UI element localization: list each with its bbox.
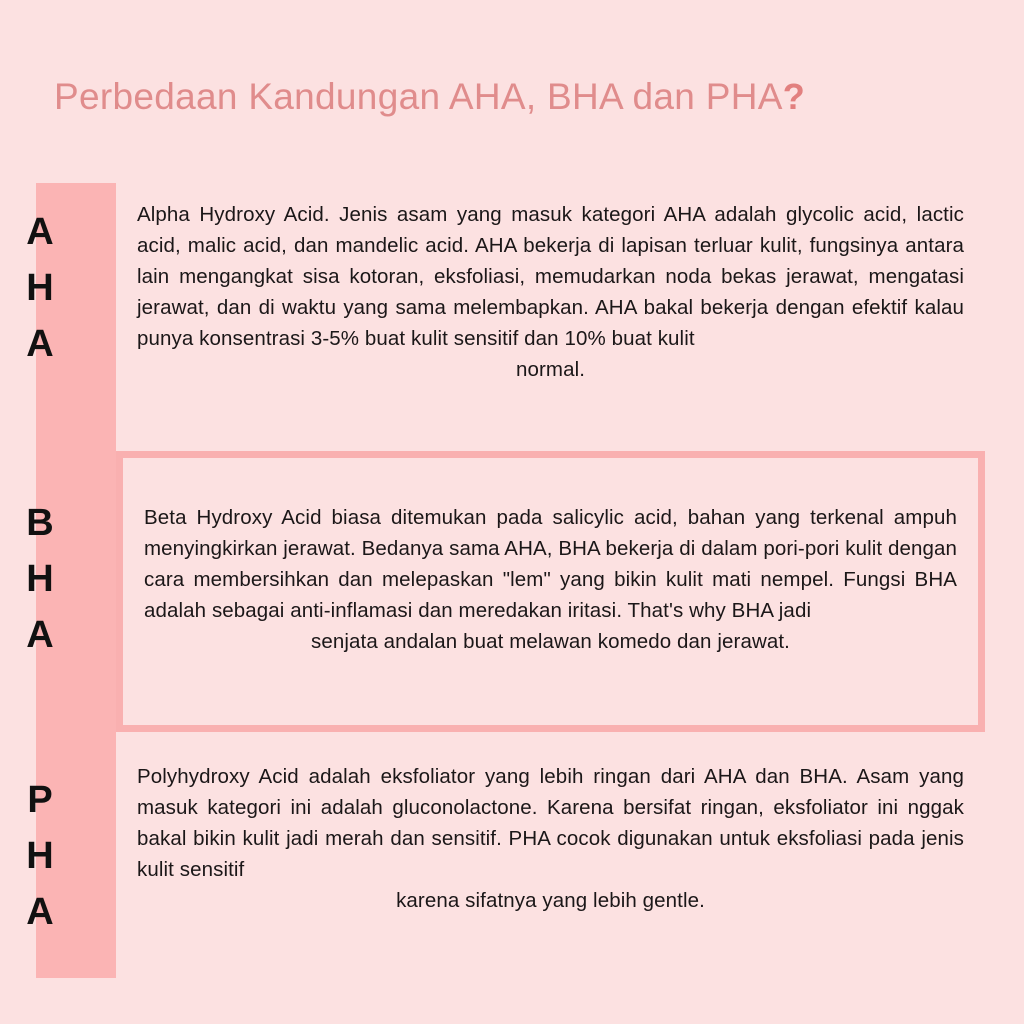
section-bha [116, 451, 985, 732]
sidebar-label-pha-letter-2: A [26, 891, 54, 933]
section-bha-body-text: Beta Hydroxy Acid biasa ditemukan pada salicylic acid, bahan yang terkenal ampuh menyingkirkan jerawat. Bedanya sama AHA, BHA bekerja di dalam pori-pori kulit dengan cara membersihkan dan melepaskan "lem" yang bikin kulit mati nempel. Fungsi BHA adalah sebagai anti-inflamasi dan meredakan iritasi. That's why BHA jadi [144, 506, 957, 622]
section-pha [137, 761, 964, 916]
sidebar-label-bha [0, 495, 80, 663]
page-title-question-mark: ? [782, 76, 806, 117]
sections-container [116, 183, 996, 978]
sidebar-label-aha-letter-0: A [26, 211, 54, 253]
section-aha-body-lastline: normal. [515, 358, 586, 381]
section-bha-body-lastline: senjata andalan buat melawan komedo dan jerawat. [311, 630, 790, 653]
section-bha-body [144, 502, 957, 657]
sidebar-label-pha [0, 772, 80, 940]
sidebar-label-aha-letter-2: A [26, 323, 54, 365]
section-aha-body [137, 199, 964, 385]
section-aha [137, 199, 964, 385]
sidebar-label-pha-letter-0: P [27, 779, 53, 821]
sidebar-label-pha-letter-1: H [26, 835, 54, 877]
sidebar-label-bha-letter-2: A [26, 614, 54, 656]
section-pha-body [137, 761, 964, 916]
section-aha-body-text: Alpha Hydroxy Acid. Jenis asam yang masuk kategori AHA adalah glycolic acid, lactic acid, malic acid, dan mandelic acid. AHA bekerja di lapisan terluar kulit, fungsinya antara lain mengangkat sisa kotoran, eksfoliasi, memudarkan noda bekas jerawat, mengatasi jerawat, dan di waktu yang sama melembapkan. AHA bakal bekerja dengan efektif kalau punya konsentrasi 3-5% buat kulit sensitif dan 10% buat kulit [137, 203, 964, 350]
sidebar-label-aha-letter-1: H [26, 267, 54, 309]
page-title-text: Perbedaan Kandungan AHA, BHA dan PHA [54, 76, 783, 117]
page-title [54, 68, 984, 126]
sidebar-label-aha [0, 204, 80, 372]
sidebar-label-bha-letter-0: B [26, 502, 54, 544]
sidebar-label-bha-letter-1: H [26, 558, 54, 600]
section-pha-body-lastline: karena sifatnya yang lebih gentle. [396, 889, 705, 912]
section-pha-body-text: Polyhydroxy Acid adalah eksfoliator yang lebih ringan dari AHA dan BHA. Asam yang masuk kategori ini adalah gluconolactone. Karena bersifat ringan, eksfoliator ini nggak bakal bikin kulit jadi merah dan sensitif. PHA cocok digunakan untuk eksfoliasi pada jenis kulit sensitif [137, 765, 964, 881]
